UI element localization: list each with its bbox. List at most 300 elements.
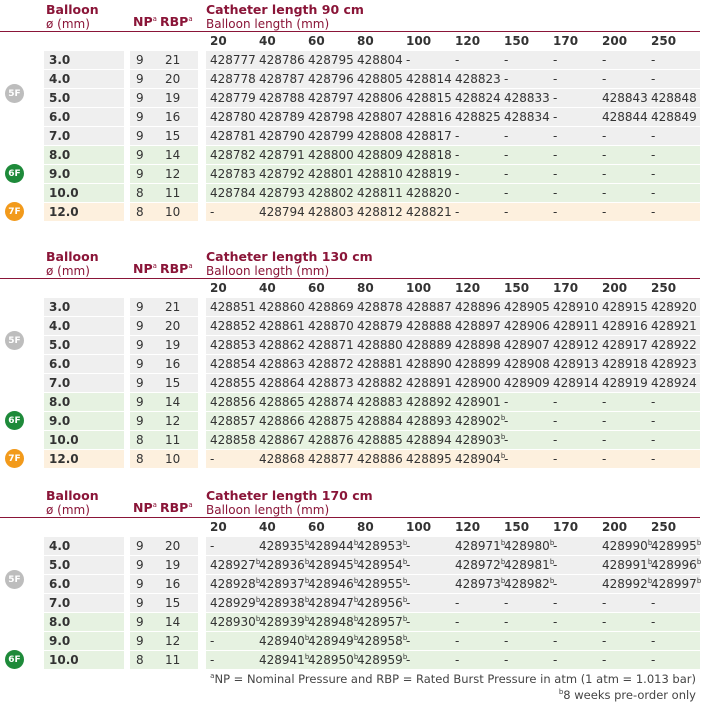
article-number-cell: 428916 xyxy=(602,319,648,333)
article-number-cell: 428923 xyxy=(651,357,697,371)
article-number-cell: 428799 xyxy=(308,129,354,143)
article-number-cell: 428890 xyxy=(406,357,452,371)
article-number-cell: 428825 xyxy=(455,110,501,124)
np-label: $NP^a$ xyxy=(133,14,157,29)
balloon-length-header-row xyxy=(0,279,700,297)
article-number-cell: - xyxy=(602,596,607,610)
row-divider xyxy=(124,556,130,574)
footnote-b-text: 8 weeks pre-order only xyxy=(563,688,696,702)
np-cell: 9 xyxy=(136,395,144,409)
rbp-cell: 19 xyxy=(165,338,181,352)
rbp-cell: 16 xyxy=(165,357,181,371)
diameter-cell: 8.0 xyxy=(49,615,71,629)
article-number-cell: - xyxy=(504,452,509,466)
article-number-cell: 428863 xyxy=(259,357,305,371)
article-number-cell: 428802 xyxy=(308,186,354,200)
article-number-cell: - xyxy=(602,433,607,447)
article-number-cell: 428793 xyxy=(259,186,305,200)
preorder-footnote-marker: b xyxy=(304,577,310,585)
row-divider xyxy=(124,613,130,631)
length-250: 250 xyxy=(651,520,677,534)
article-number-cell: - xyxy=(504,596,509,610)
article-number-cell: - xyxy=(406,615,411,629)
article-number-cell: - xyxy=(553,72,558,86)
article-number-cell: - xyxy=(553,186,558,200)
row-divider xyxy=(124,374,130,392)
diameter-cell: 10.0 xyxy=(49,433,79,447)
np-cell: 8 xyxy=(136,205,144,219)
article-number-cell: - xyxy=(651,596,656,610)
article-number-cell: - xyxy=(406,577,411,591)
preorder-footnote-marker: b xyxy=(402,539,408,547)
table-row xyxy=(0,449,700,468)
table-header xyxy=(0,486,700,518)
article-number-cell: - xyxy=(406,653,411,667)
preorder-footnote-marker: b xyxy=(255,615,261,623)
article-number-cell: 428812 xyxy=(357,205,403,219)
preorder-footnote-marker: b xyxy=(647,558,653,566)
article-number-cell: 428807 xyxy=(357,110,403,124)
article-number-cell: 428870 xyxy=(308,319,354,333)
article-number-cell: 428914 xyxy=(553,376,599,390)
table-row xyxy=(0,555,700,574)
article-number-cell: 428811 xyxy=(357,186,403,200)
article-number-cell: - xyxy=(210,653,215,667)
article-number-cell: 428780 xyxy=(210,110,256,124)
article-number-cell: 428886 xyxy=(357,452,403,466)
preorder-footnote-marker: b xyxy=(549,539,555,547)
length-170: 170 xyxy=(553,34,579,48)
rbp-cell: 12 xyxy=(165,634,181,648)
article-number-cell: 428900 xyxy=(455,376,501,390)
np-footnote-marker: a xyxy=(152,500,157,509)
article-number-cell: 428861 xyxy=(259,319,305,333)
np-cell: 9 xyxy=(136,357,144,371)
article-number-cell: - xyxy=(651,205,656,219)
article-number-cell: - xyxy=(455,186,460,200)
article-number-cell: 428858 xyxy=(210,433,256,447)
length-80: 80 xyxy=(357,34,374,48)
np-cell: 9 xyxy=(136,129,144,143)
rbp-cell: 19 xyxy=(165,91,181,105)
article-number-cell: 428817 xyxy=(406,129,452,143)
diameter-cell: 5.0 xyxy=(49,558,71,572)
preorder-footnote-marker: b xyxy=(304,539,310,547)
preorder-footnote-marker: b xyxy=(402,653,408,661)
article-number-cell: 428899 xyxy=(455,357,501,371)
length-150: 150 xyxy=(504,281,530,295)
article-number-cell: 428991$^b$ xyxy=(602,558,653,572)
table-row xyxy=(0,536,700,555)
rbp-label: RBP$^a$ xyxy=(160,14,193,29)
article-number-cell: 428796 xyxy=(308,72,354,86)
article-number-cell: 428867 xyxy=(259,433,305,447)
diameter-cell: 8.0 xyxy=(49,148,71,162)
length-120: 120 xyxy=(455,281,481,295)
row-divider xyxy=(124,575,130,593)
rbp-cell: 21 xyxy=(165,300,181,314)
french-size-badge-6f: 6F xyxy=(5,411,24,430)
french-size-badge-6f: 6F xyxy=(5,650,24,669)
rbp-cell: 20 xyxy=(165,539,181,553)
np-label: $NP^a$ xyxy=(133,261,157,276)
article-number-cell: - xyxy=(504,205,509,219)
row-divider xyxy=(198,431,206,449)
article-number-cell: 428940$^b$ xyxy=(259,634,310,648)
article-number-cell: 428787 xyxy=(259,72,305,86)
article-number-cell: 428856 xyxy=(210,395,256,409)
article-number-cell: - xyxy=(602,395,607,409)
article-number-cell: 428956$^b$ xyxy=(357,596,408,610)
article-number-cell: 428938$^b$ xyxy=(259,596,310,610)
table-row xyxy=(0,373,700,392)
article-number-cell: 428797 xyxy=(308,91,354,105)
article-number-cell: 428903$^b$ xyxy=(455,433,506,447)
diameter-cell: 3.0 xyxy=(49,53,71,67)
row-divider xyxy=(198,594,206,612)
balloon-length-label: Balloon length (mm) xyxy=(206,264,330,278)
table-section-1 xyxy=(0,0,700,221)
article-number-cell: - xyxy=(553,634,558,648)
article-number-cell: 428794 xyxy=(259,205,305,219)
article-number-cell: 428971$^b$ xyxy=(455,539,506,553)
table-row xyxy=(0,297,700,316)
article-number-cell: - xyxy=(455,205,460,219)
article-number-cell: - xyxy=(602,148,607,162)
row-divider xyxy=(198,70,206,88)
article-number-cell: - xyxy=(553,558,558,572)
article-number-cell: 428908 xyxy=(504,357,550,371)
table-row xyxy=(0,574,700,593)
np-cell: 9 xyxy=(136,300,144,314)
article-number-cell: - xyxy=(553,167,558,181)
diameter-cell: 8.0 xyxy=(49,395,71,409)
article-number-cell: 428906 xyxy=(504,319,550,333)
length-170: 170 xyxy=(553,520,579,534)
table-row xyxy=(0,69,700,88)
diameter-label: ø (mm) xyxy=(46,264,90,278)
article-number-cell: - xyxy=(406,53,411,67)
table-header xyxy=(0,0,700,32)
row-divider xyxy=(198,651,206,669)
article-number-cell: - xyxy=(455,129,460,143)
article-number-cell: - xyxy=(553,615,558,629)
article-number-cell: 428865 xyxy=(259,395,305,409)
table-row xyxy=(0,126,700,145)
article-number-cell: 428892 xyxy=(406,395,452,409)
diameter-cell: 12.0 xyxy=(49,205,79,219)
article-number-cell: 428930$^b$ xyxy=(210,615,261,629)
article-number-cell: 428897 xyxy=(455,319,501,333)
article-number-cell: 428816 xyxy=(406,110,452,124)
np-cell: 8 xyxy=(136,433,144,447)
rbp-cell: 14 xyxy=(165,395,181,409)
article-number-cell: - xyxy=(553,110,558,124)
article-number-cell: - xyxy=(651,167,656,181)
article-number-cell: 428894 xyxy=(406,433,452,447)
article-number-cell: 428997$^b$ xyxy=(651,577,701,591)
article-number-cell: 428990$^b$ xyxy=(602,539,653,553)
article-number-cell: 428868 xyxy=(259,452,305,466)
preorder-footnote-marker: b xyxy=(500,452,506,460)
rbp-footnote-marker: a xyxy=(188,14,193,23)
catheter-length-title: Catheter length 90 cm xyxy=(206,2,364,17)
np-cell: 9 xyxy=(136,319,144,333)
length-20: 20 xyxy=(210,520,227,534)
diameter-label: ø (mm) xyxy=(46,17,90,31)
article-number-cell: 428821 xyxy=(406,205,452,219)
table-row xyxy=(0,631,700,650)
preorder-footnote-marker: b xyxy=(647,539,653,547)
article-number-cell: - xyxy=(455,148,460,162)
diameter-cell: 4.0 xyxy=(49,539,71,553)
article-number-cell: - xyxy=(553,596,558,610)
article-number-cell: - xyxy=(210,539,215,553)
length-40: 40 xyxy=(259,281,276,295)
table-row xyxy=(0,593,700,612)
article-number-cell: 428878 xyxy=(357,300,403,314)
article-number-cell: - xyxy=(553,148,558,162)
row-divider xyxy=(124,298,130,316)
np-cell: 9 xyxy=(136,376,144,390)
article-number-cell: 428957$^b$ xyxy=(357,615,408,629)
diameter-cell: 5.0 xyxy=(49,91,71,105)
length-100: 100 xyxy=(406,34,432,48)
article-number-cell: - xyxy=(210,634,215,648)
table-row xyxy=(0,164,700,183)
length-150: 150 xyxy=(504,520,530,534)
preorder-footnote-marker: b xyxy=(402,634,408,642)
row-divider xyxy=(124,146,130,164)
article-number-cell: 428777 xyxy=(210,53,256,67)
row-divider xyxy=(124,537,130,555)
article-number-cell: 428922 xyxy=(651,338,697,352)
preorder-footnote-marker: b xyxy=(304,653,310,661)
row-divider xyxy=(124,317,130,335)
article-number-cell: 428805 xyxy=(357,72,403,86)
article-number-cell: 428782 xyxy=(210,148,256,162)
article-number-cell: - xyxy=(455,615,460,629)
preorder-footnote-marker: b xyxy=(500,433,506,441)
preorder-footnote-marker: b xyxy=(255,596,261,604)
article-number-cell: - xyxy=(651,53,656,67)
diameter-cell: 9.0 xyxy=(49,634,71,648)
french-size-badge-6f: 6F xyxy=(5,164,24,183)
article-number-cell: - xyxy=(504,167,509,181)
article-number-cell: 428912 xyxy=(553,338,599,352)
article-number-cell: - xyxy=(210,205,215,219)
article-number-cell: 428928$^b$ xyxy=(210,577,261,591)
article-number-cell: 428792 xyxy=(259,167,305,181)
article-number-cell: 428945$^b$ xyxy=(308,558,359,572)
rbp-label: RBP$^a$ xyxy=(160,500,193,515)
article-number-cell: 428895 xyxy=(406,452,452,466)
article-number-cell: - xyxy=(602,205,607,219)
rbp-cell: 10 xyxy=(165,205,181,219)
preorder-footnote-marker: b xyxy=(353,596,359,604)
article-number-cell: 428871 xyxy=(308,338,354,352)
article-number-cell: 428820 xyxy=(406,186,452,200)
row-divider xyxy=(198,108,206,126)
article-number-cell: - xyxy=(602,634,607,648)
article-number-cell: 428927$^b$ xyxy=(210,558,261,572)
footnote-preorder xyxy=(559,688,696,702)
length-20: 20 xyxy=(210,281,227,295)
np-cell: 9 xyxy=(136,577,144,591)
article-number-cell: - xyxy=(504,395,509,409)
table-row xyxy=(0,430,700,449)
article-number-cell: - xyxy=(553,414,558,428)
article-number-cell: 428946$^b$ xyxy=(308,577,359,591)
balloon-length-label: Balloon length (mm) xyxy=(206,17,330,31)
article-number-cell: 428981$^b$ xyxy=(504,558,555,572)
article-number-cell: - xyxy=(553,53,558,67)
article-number-cell: 428819 xyxy=(406,167,452,181)
article-number-cell: - xyxy=(553,653,558,667)
rbp-cell: 14 xyxy=(165,148,181,162)
length-80: 80 xyxy=(357,281,374,295)
length-150: 150 xyxy=(504,34,530,48)
row-divider xyxy=(198,298,206,316)
article-number-cell: 428896 xyxy=(455,300,501,314)
article-number-cell: - xyxy=(602,414,607,428)
np-cell: 9 xyxy=(136,148,144,162)
article-number-cell: 428911 xyxy=(553,319,599,333)
article-number-cell: 428949$^b$ xyxy=(308,634,359,648)
preorder-footnote-marker: b xyxy=(353,539,359,547)
article-number-cell: - xyxy=(602,452,607,466)
length-60: 60 xyxy=(308,520,325,534)
article-number-cell: 428915 xyxy=(602,300,648,314)
article-number-cell: 428935$^b$ xyxy=(259,539,310,553)
table-row xyxy=(0,354,700,373)
article-number-cell: 428818 xyxy=(406,148,452,162)
article-number-cell: - xyxy=(651,634,656,648)
table-row xyxy=(0,50,700,69)
article-number-cell: - xyxy=(602,186,607,200)
article-number-cell: 428824 xyxy=(455,91,501,105)
preorder-footnote-marker: b xyxy=(696,558,701,566)
article-number-cell: 428843 xyxy=(602,91,648,105)
article-number-cell: 428893 xyxy=(406,414,452,428)
rbp-cell: 12 xyxy=(165,167,181,181)
row-divider xyxy=(124,89,130,107)
article-number-cell: 428992$^b$ xyxy=(602,577,653,591)
row-divider xyxy=(124,431,130,449)
article-number-cell: - xyxy=(602,167,607,181)
diameter-cell: 12.0 xyxy=(49,452,79,466)
article-number-cell: 428834 xyxy=(504,110,550,124)
article-number-cell: - xyxy=(504,148,509,162)
preorder-footnote-marker: b xyxy=(402,615,408,623)
diameter-cell: 4.0 xyxy=(49,72,71,86)
article-number-cell: 428877 xyxy=(308,452,354,466)
article-number-cell: 428882 xyxy=(357,376,403,390)
article-number-cell: 428795 xyxy=(308,53,354,67)
diameter-label: ø (mm) xyxy=(46,503,90,517)
diameter-cell: 6.0 xyxy=(49,357,71,371)
rbp-label: RBP$^a$ xyxy=(160,261,193,276)
article-number-cell: 428891 xyxy=(406,376,452,390)
length-20: 20 xyxy=(210,34,227,48)
preorder-footnote-marker: b xyxy=(696,539,701,547)
article-number-cell: 428815 xyxy=(406,91,452,105)
article-number-cell: 428887 xyxy=(406,300,452,314)
article-number-cell: 428947$^b$ xyxy=(308,596,359,610)
article-number-cell: 428855 xyxy=(210,376,256,390)
balloon-label: Balloon xyxy=(46,488,99,503)
preorder-footnote-marker: b xyxy=(500,539,506,547)
article-number-cell: - xyxy=(651,72,656,86)
preorder-footnote-marker: b xyxy=(647,577,653,585)
rbp-cell: 14 xyxy=(165,615,181,629)
row-divider xyxy=(198,336,206,354)
article-number-cell: 428804 xyxy=(357,53,403,67)
article-number-cell: 428789 xyxy=(259,110,305,124)
rbp-cell: 16 xyxy=(165,110,181,124)
diameter-cell: 7.0 xyxy=(49,376,71,390)
np-cell: 9 xyxy=(136,596,144,610)
rbp-cell: 16 xyxy=(165,577,181,591)
article-number-cell: - xyxy=(504,414,509,428)
row-divider xyxy=(198,203,206,221)
article-number-cell: - xyxy=(504,634,509,648)
article-number-cell: 428848 xyxy=(651,91,697,105)
article-number-cell: - xyxy=(504,615,509,629)
np-cell: 9 xyxy=(136,634,144,648)
article-number-cell: - xyxy=(553,539,558,553)
article-number-cell: 428902$^b$ xyxy=(455,414,506,428)
article-number-cell: - xyxy=(553,91,558,105)
article-number-cell: - xyxy=(504,653,509,667)
length-60: 60 xyxy=(308,34,325,48)
french-size-badge-7f: 7F xyxy=(5,449,24,468)
row-divider xyxy=(124,651,130,669)
row-divider xyxy=(124,108,130,126)
article-number-cell: 428885 xyxy=(357,433,403,447)
balloon-label: Balloon xyxy=(46,2,99,17)
article-number-cell: - xyxy=(651,395,656,409)
article-number-cell: 428874 xyxy=(308,395,354,409)
preorder-footnote-marker: b xyxy=(304,615,310,623)
article-number-cell: 428958$^b$ xyxy=(357,634,408,648)
article-number-cell: 428904$^b$ xyxy=(455,452,506,466)
article-number-cell: 428833 xyxy=(504,91,550,105)
article-number-cell: 428937$^b$ xyxy=(259,577,310,591)
article-number-cell: 428909 xyxy=(504,376,550,390)
rbp-cell: 10 xyxy=(165,452,181,466)
article-number-cell: 428864 xyxy=(259,376,305,390)
table-section-2 xyxy=(0,247,700,468)
table-row xyxy=(0,88,700,107)
article-number-cell: 428919 xyxy=(602,376,648,390)
row-divider xyxy=(198,613,206,631)
article-number-cell: 428823 xyxy=(455,72,501,86)
balloon-label: Balloon xyxy=(46,249,99,264)
article-number-cell: - xyxy=(651,615,656,629)
row-divider xyxy=(198,537,206,555)
article-number-cell: 428778 xyxy=(210,72,256,86)
np-footnote-marker: a xyxy=(152,14,157,23)
preorder-footnote-marker: b xyxy=(500,577,506,585)
rbp-cell: 12 xyxy=(165,414,181,428)
article-number-cell: 428929$^b$ xyxy=(210,596,261,610)
article-number-cell: 428917 xyxy=(602,338,648,352)
np-cell: 9 xyxy=(136,615,144,629)
article-number-cell: 428920 xyxy=(651,300,697,314)
article-number-cell: 428857 xyxy=(210,414,256,428)
article-number-cell: - xyxy=(455,634,460,648)
